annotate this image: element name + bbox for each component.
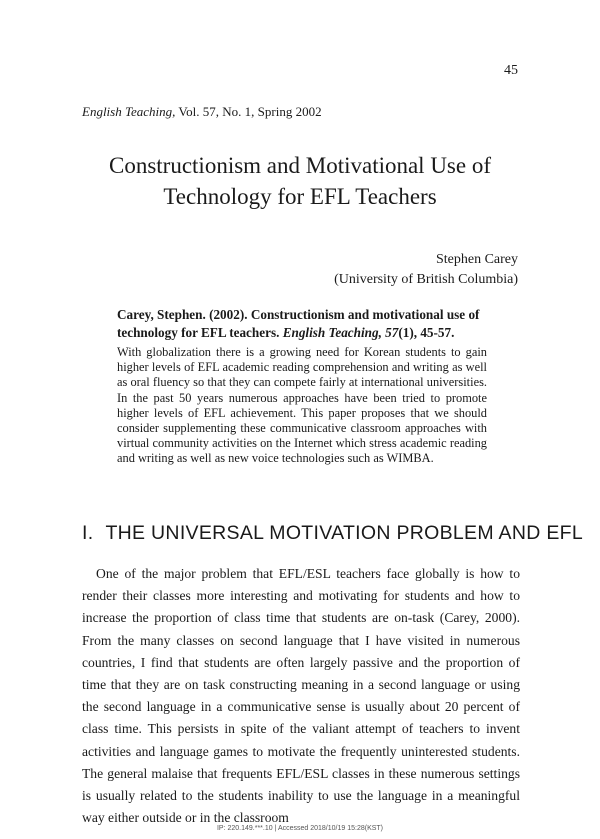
citation-journal: English Teaching,	[282, 325, 382, 340]
paper-title-line-2: Technology for EFL Teachers	[163, 184, 437, 209]
citation-text: Carey, Stephen. (2002). Constructionism and motivational use of technology for EFL teachers.	[117, 307, 480, 340]
citation	[117, 306, 487, 342]
author-block	[334, 250, 518, 290]
author-affiliation: (University of British Columbia)	[334, 272, 518, 287]
section-number: I.	[82, 522, 94, 544]
paper-title	[0, 150, 600, 212]
abstract-block	[117, 306, 487, 467]
paper-title-line-1: Constructionism and Motivational Use of	[108, 153, 491, 178]
citation-volume: 57	[381, 325, 399, 340]
section-title: THE UNIVERSAL MOTIVATION PROBLEM AND EFL	[105, 522, 583, 544]
section-heading	[82, 522, 583, 545]
author-name: Stephen Carey	[435, 252, 518, 267]
journal-header	[82, 104, 322, 120]
access-footer: IP: 220.149.***.10 | Accessed 2018/10/19 15:28(KST)	[216, 825, 384, 832]
body-paragraph: One of the major problem that EFL/ESL teachers face globally is how to render their classes more interesting and motivating for students and how to increase the proportion of class time that students are on-task (Carey, 2000). From the many classes on second language that I have visited in numerous countries, I find that students are often largely passive and the proportion of time that they are on task constructing meaning in a second language or using the second language in a communicative sense is usually about 20 percent of class time. This persists in spite of the valiant attempt of teachers to invent activities and language games to motivate the frequently uninterested students. The general malaise that frequents EFL/ESL classes in these numerous settings is usually related to the students inability to use the language in a meaningful way either outside or in the classroom	[82, 566, 520, 826]
journal-name: English Teaching,	[82, 104, 176, 119]
journal-details: Vol. 57, No. 1, Spring 2002	[175, 104, 322, 119]
page-number: 45	[504, 63, 518, 78]
abstract-text: With globalization there is a growing need for Korean students to gain higher levels of EFL academic reading comprehension and writing as well as oral fluency so that they can compete fairly at international universities. In the past 50 years numerous approaches have been tried to promote higher levels of EFL achievement. This paper proposes that we should consider supplementing these communicative classroom approaches with virtual community activities on the Internet which stress academic reading and writing as well as new voice technologies such as WIMBA.	[117, 345, 487, 466]
citation-pages: (1), 45-57.	[398, 325, 455, 340]
